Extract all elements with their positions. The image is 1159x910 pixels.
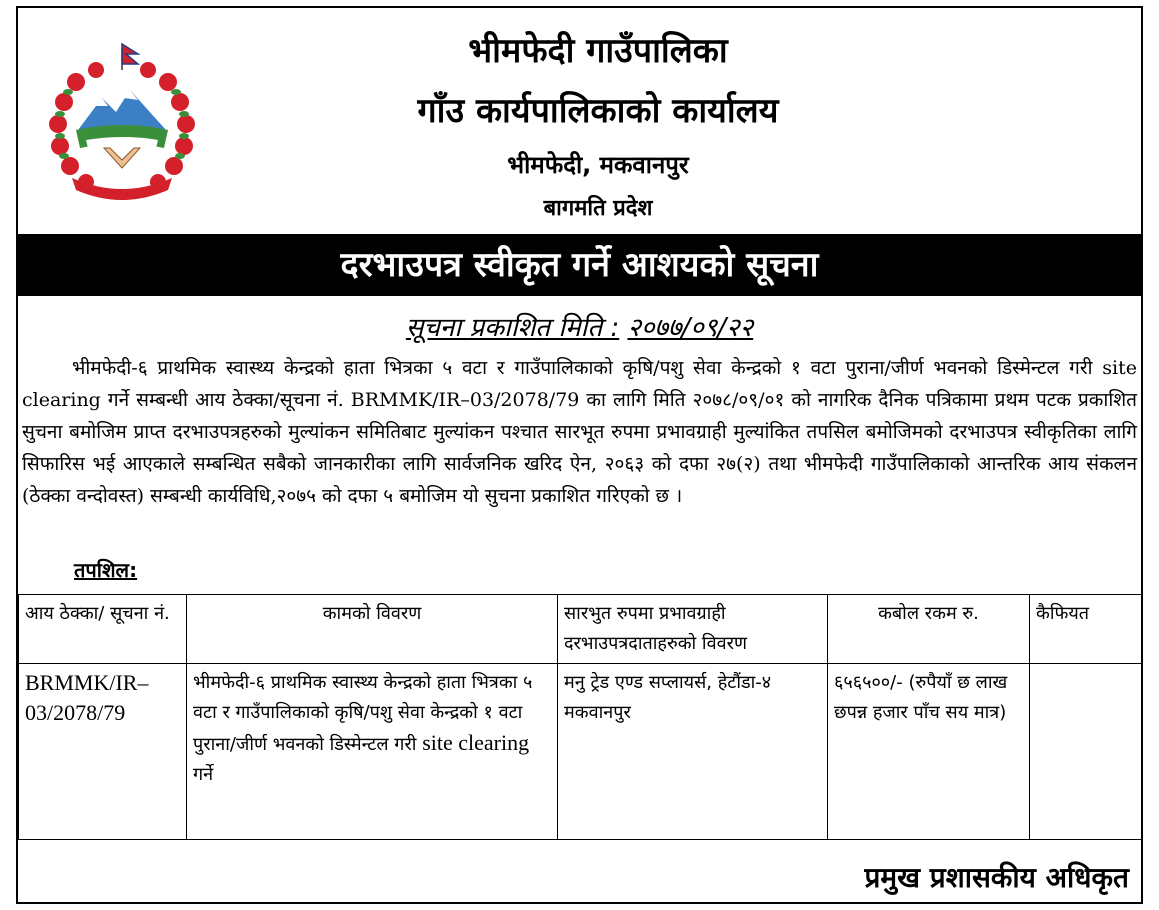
municipality-name: भीमफेदी गाउँपालिका (468, 31, 728, 71)
publication-date-value: २०७७/०९/२२ (627, 313, 754, 343)
province-name: बागमति प्रदेश (543, 196, 653, 221)
office-address: भीमफेदी, मकवानपुर (507, 151, 689, 179)
cell-work-description (187, 664, 558, 840)
col-header-bidder-details: सारभुत रुपमा प्रभावग्राही दरभाउपत्रदाताहरुको विवरण (558, 595, 828, 664)
publication-date-line (18, 308, 1141, 344)
notice-header (18, 8, 1141, 234)
col-header-remarks: कैफियत (1030, 595, 1142, 664)
nepal-emblem-icon (46, 40, 198, 208)
schedule-label: तपशिल: (74, 558, 138, 582)
signatory-title: प्रमुख प्रशासकीय अधिकृत (864, 861, 1129, 894)
col-header-bid-amount: कबोल रकम रु. (828, 595, 1030, 664)
notice-title-banner: दरभाउपत्र स्वीकृत गर्ने आशयको सूचना (18, 234, 1141, 296)
cell-remarks (1030, 664, 1142, 840)
cell-notice-no: BRMMK/IR–03/2078/79 (19, 664, 187, 840)
col-header-notice-no: आय ठेक्का/ सूचना नं. (19, 595, 187, 664)
notice-body-paragraph: भीमफेदी-६ प्राथमिक स्वास्थ्य केन्द्रको हाता भित्रका ५ वटा र गाउँपालिकाको कृषि/पशु सेवा केन्द्रको १ वटा पुराना/जीर्ण भवनको डिस्मेन्टल गरी site clearing गर्ने सम्बन्धी आय ठेक्का/सूचना नं. BRMMK/IR–03/2078/79 का लागि मिति २०७८/०९/०१ को नागरिक दैनिक पत्रिकामा प्रथम पटक प्रकाशित सुचना बमोजिम प्राप्त दरभाउपत्रहरुको मुल्यांकन समितिबाट मुल्यांकन पश्चात सारभूत रुपमा प्रभावग्राही मुल्यांकित तपसिल बमोजिमको दरभाउपत्र स्वीकृतिका लागि सिफारिस भई आएकाले सम्बन्धित सबैको जानकारीका लागि सार्वजनिक खरिद ऐन, २०६३ को दफा २७(२) तथा भीमफेदी गाउँपालिकाको आन्तरिक आय संकलन (ठेक्का वन्दोवस्त) सम्बन्धी कार्यविधि,२०७५ को दफा ५ बमोजिम यो सुचना प्रकाशित गरिएको छ । (22, 357, 1137, 507)
work-description-latin: site clearing (422, 730, 530, 755)
cell-bid-amount: ६५६५००/- (रुपैयाँ छ लाख छपन्न हजार पाँच सय मात्र) (828, 664, 1030, 840)
publication-date-label: सूचना प्रकाशित मिति : (405, 313, 620, 343)
table-row (19, 664, 1142, 840)
cell-bidder-details: मनु ट्रेड एण्ड सप्लायर्स, हेटौंडा-४ मकवानपुर (558, 664, 828, 840)
work-description-text: भीमफेदी-६ प्राथमिक स्वास्थ्य केन्द्रको हाता भित्रका ५ वटा र गाउँपालिकाको कृषि/पशु सेवा केन्द्रको १ वटा पुराना/जीर्ण भवनको डिस्मेन्टल गरी (193, 672, 533, 755)
office-name: गाँउ कार्यपालिकाको कार्यालय (417, 91, 779, 131)
work-description-tail: गर्ने (193, 764, 214, 785)
bid-schedule-table (18, 594, 1142, 840)
notice-frame (16, 6, 1143, 904)
table-header-row (19, 595, 1142, 664)
col-header-work-description: कामको विवरण (187, 595, 558, 664)
